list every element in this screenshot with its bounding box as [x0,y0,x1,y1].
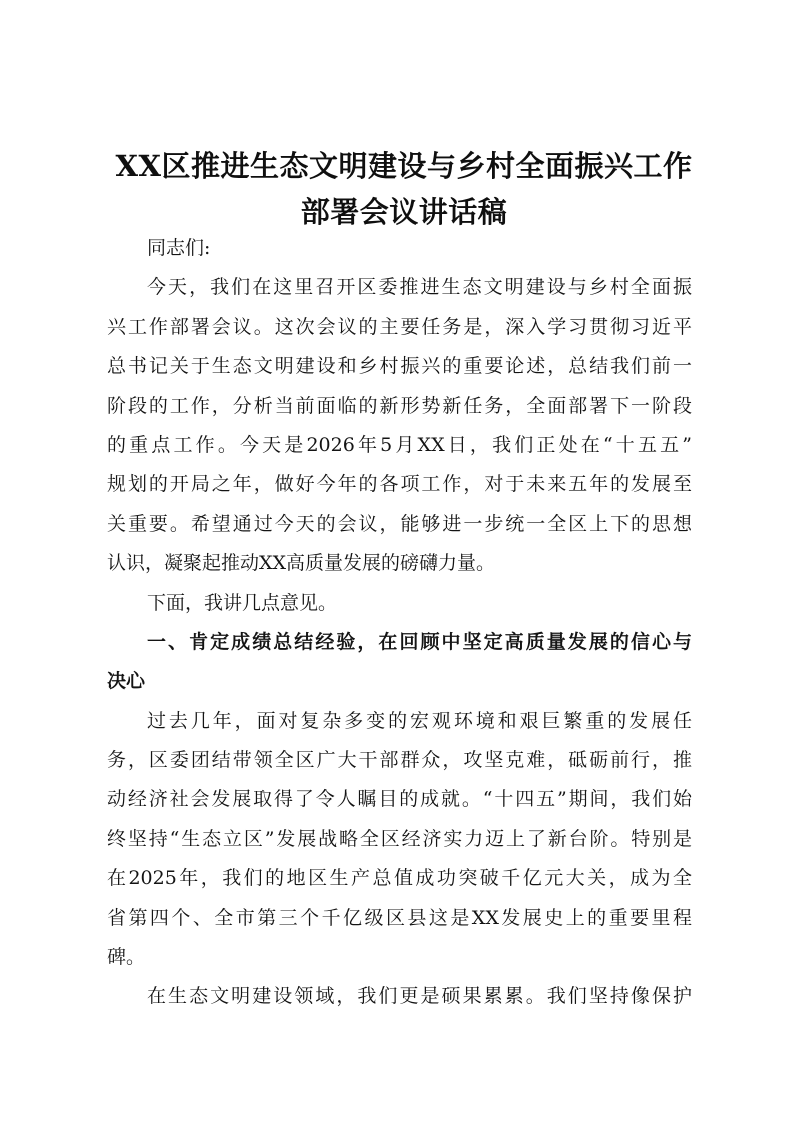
paragraph-line: 动经济社会发展取得了令人瞩目的成就。“十四五”期间，我们始 [107,788,692,811]
section-heading-line: 一、肯定成绩总结经验，在回顾中坚定高质量发展的信心与 [147,630,692,653]
section-heading-line: 决心 [107,670,146,693]
document-title [104,143,704,235]
paragraph-line: 阶段的工作，分析当前面临的新形势新任务，全面部署下一阶段 [107,394,692,417]
paragraph-line: 终坚持“生态立区”发展战略全区经济实力迈上了新台阶。特别是 [107,827,692,850]
paragraph-line: 省第四个、全市第三个千亿级区县这是XX发展史上的重要里程 [107,906,692,929]
paragraph-line: 认识，凝聚起推动XX高质量发展的磅礴力量。 [107,552,496,575]
paragraph-line: 碑。 [107,946,146,969]
paragraph-line: 总书记关于生态文明建设和乡村振兴的重要论述，总结我们前一 [107,355,692,378]
paragraph-line: 在2025年，我们的地区生产总值成功突破千亿元大关，成为全 [107,867,692,890]
paragraph-line: 下面，我讲几点意见。 [147,591,338,614]
paragraph-line: 务，区委团结带领全区广大干部群众，攻坚克难，砥砺前行，推 [107,749,692,772]
paragraph-line: 今天，我们在这里召开区委推进生态文明建设与乡村全面振 [147,276,692,299]
paragraph-line: 兴工作部署会议。这次会议的主要任务是，深入学习贯彻习近平 [107,315,692,338]
title-line-1: XX区推进生态文明建设与乡村全面振兴工作 [115,149,693,183]
paragraph-line: 规划的开局之年，做好今年的各项工作，对于未来五年的发展至 [107,473,692,496]
document-body [107,229,692,1017]
paragraph-line: 关重要。希望通过今天的会议，能够进一步统一全区上下的思想 [107,512,692,535]
paragraph-line: 在生态文明建设领域，我们更是硕果累累。我们坚持像保护 [147,985,692,1008]
salutation: 同志们: [147,237,211,259]
paragraph-line: 的重点工作。今天是2026年5月XX日，我们正处在“十五五” [107,433,692,456]
paragraph-line: 过去几年，面对复杂多变的宏观环境和艰巨繁重的发展任 [147,709,692,732]
title-line-2: 部署会议讲话稿 [300,195,508,229]
